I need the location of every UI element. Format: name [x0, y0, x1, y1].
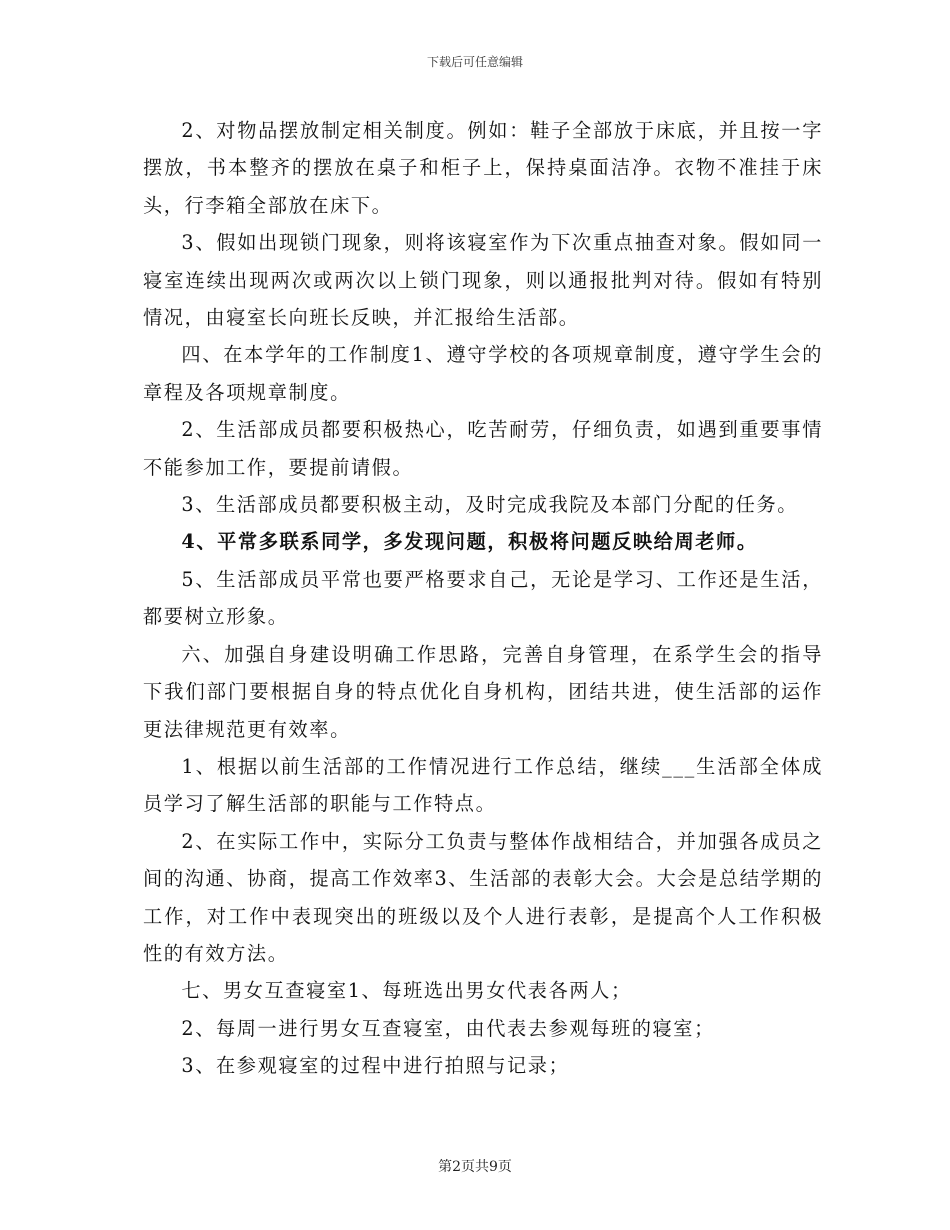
- paragraph-6-bold: 4、平常多联系同学，多发现问题，积极将问题反映给周老师。: [181, 530, 758, 554]
- paragraph-3: 四、在本学年的工作制度1、遵守学校的各项规章制度，遵守学生会的章程及各项规章制度。: [143, 343, 823, 404]
- paragraph-8: 六、加强自身建设明确工作思路，完善自身管理，在系学生会的指导下我们部门要根据自身的特点优化自身机构，团结共进，使生活部的运作更法律规范更有效率。: [143, 642, 823, 741]
- page-header: 下载后可任意编辑: [426, 55, 523, 69]
- paragraph-4: 2、生活部成员都要积极热心，吃苦耐劳，仔细负责，如遇到重要事情不能参加工作，要提前请假。: [143, 418, 823, 479]
- paragraph-1: 2、对物品摆放制定相关制度。例如：鞋子全部放于床底，并且按一字摆放，书本整齐的摆放在桌子和柜子上，保持桌面洁净。衣物不准挂于床头，行李箱全部放在床下。: [143, 119, 823, 217]
- paragraph-10: 2、在实际工作中，实际分工负责与整体作战相结合，并加强各成员之间的沟通、协商，提高工作效率3、生活部的表彰大会。大会是总结学期的工作，对工作中表现突出的班级以及个人进行表彰，是提高个人工作积极性的有效方法。: [143, 829, 823, 965]
- paragraph-12: 2、每周一进行男女互查寝室，由代表去参观每班的寝室；: [181, 1016, 715, 1040]
- paragraph-2: 3、假如出现锁门现象，则将该寝室作为下次重点抽查对象。假如同一寝室连续出现两次或两次以上锁门现象，则以通报批判对待。假如有特别情况，由寝室长向班长反映，并汇报给生活部。: [143, 231, 823, 330]
- paragraph-13: 3、在参观寝室的过程中进行拍照与记录；: [181, 1054, 570, 1078]
- document-body: [143, 112, 823, 1085]
- paragraph-9: 1、根据以前生活部的工作情况进行工作总结，继续___生活部全体成员学习了解生活部的职能与工作特点。: [143, 754, 823, 816]
- paragraph-11: 七、男女互查寝室1、每班选出男女代表各两人；: [181, 979, 632, 1003]
- page-footer: 第2页共9页: [438, 1159, 512, 1175]
- paragraph-5: 3、生活部成员都要积极主动，及时完成我院及本部门分配的任务。: [181, 493, 799, 517]
- paragraph-7: 5、生活部成员平常也要严格要求自己，无论是学习、工作还是生活，都要树立形象。: [143, 567, 823, 629]
